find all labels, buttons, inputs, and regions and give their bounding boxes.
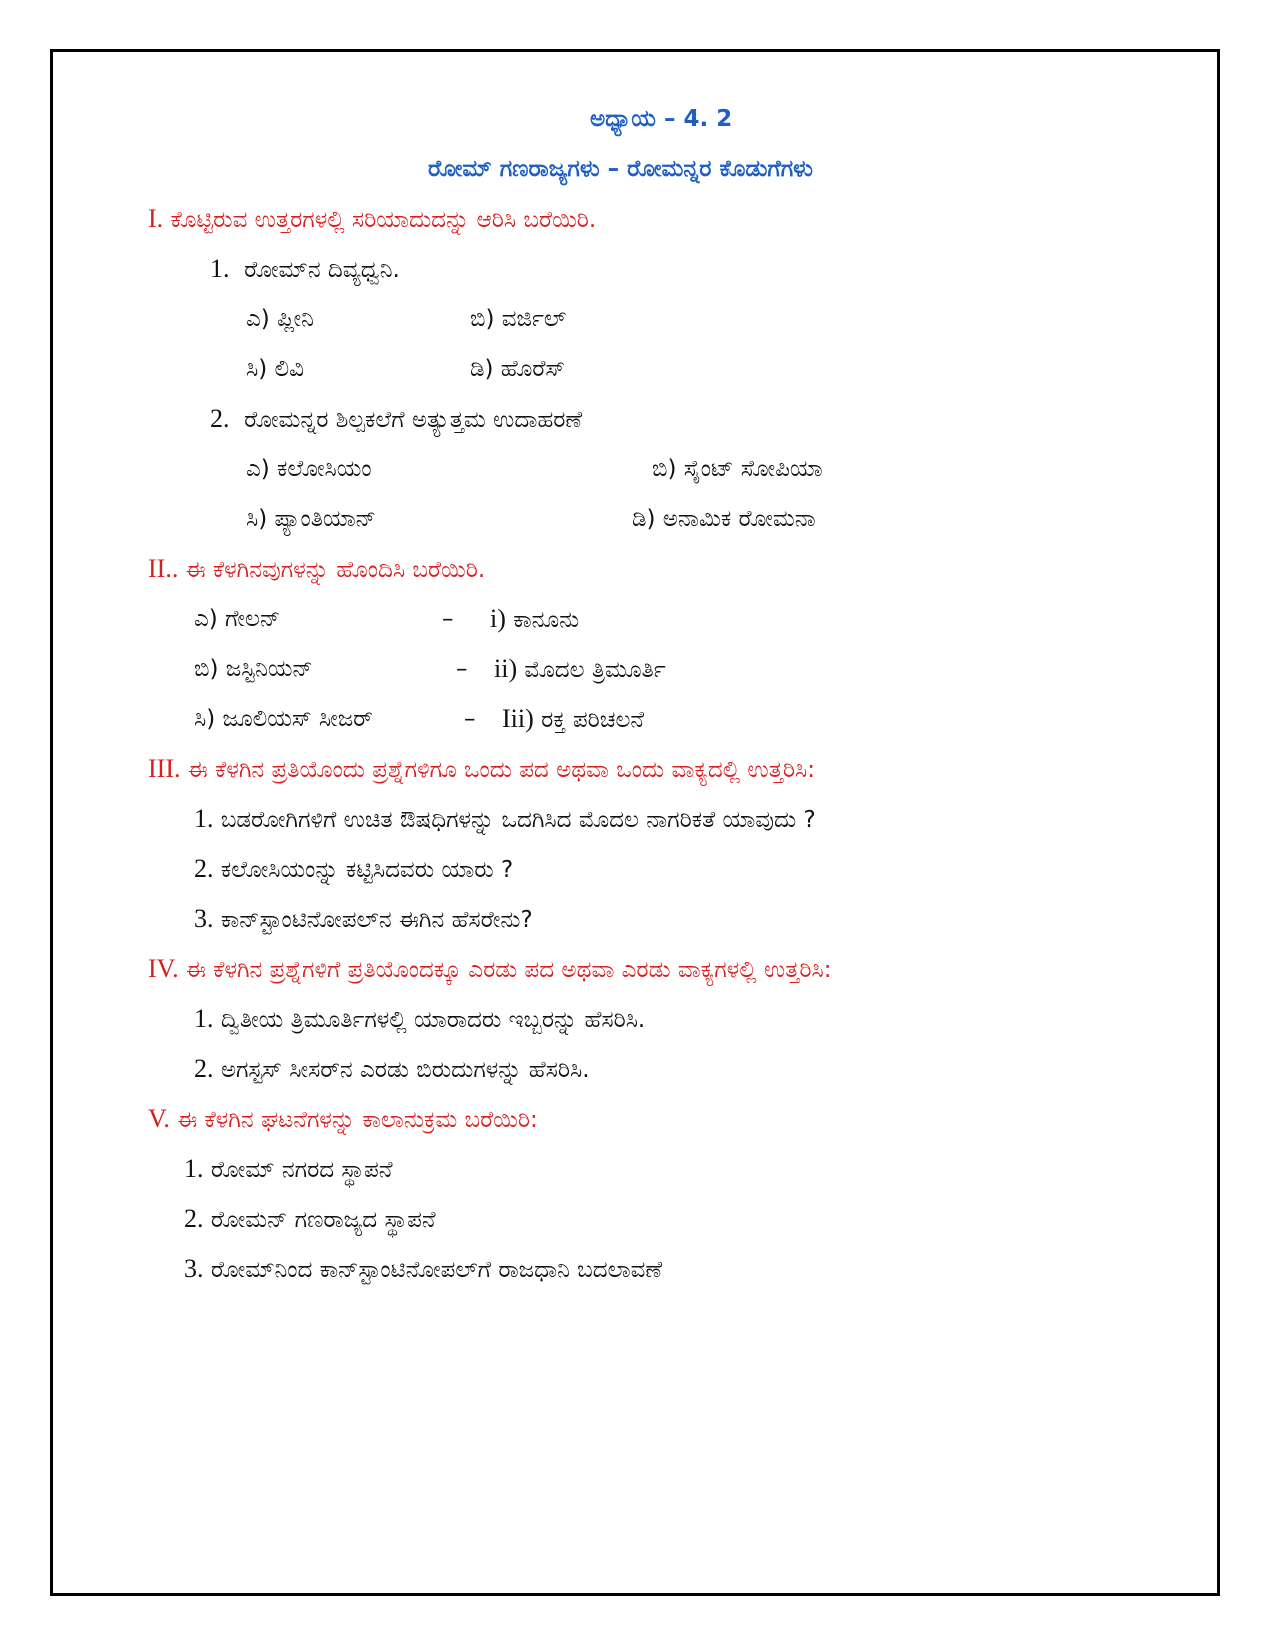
match-row: ಬಿ) ಜಸ್ಟಿನಿಯನ್ [194, 656, 313, 682]
question-2-option-c: ಸಿ) ಪ್ಯಾಂತಿಯಾನ್ [246, 506, 376, 532]
list-item: 2. ಕಲೋಸಿಯಂನ್ನು ಕಟ್ಟಿಸಿದವರು ಯಾರು ? [194, 854, 514, 883]
question-1-option-b: ಬಿ) ವರ್ಜಿಲ್ [470, 306, 567, 332]
match-row: ಎ) ಗೇಲನ್ [194, 606, 281, 632]
question-2-option-d: ಡಿ) ಅನಾಮಿಕ ರೋಮನಾ [632, 506, 816, 532]
chapter-title: ರೋಮ್ ಗಣರಾಜ್ಯಗಳು – ರೋಮನ್ನರ ಕೊಡುಗೆಗಳು [428, 156, 813, 182]
list-item: 2. ಅಗಸ್ಟಸ್ ಸೀಸರ್‌ನ ಎರಡು ಬಿರುದುಗಳನ್ನು ಹೆಸರಿಸಿ. [194, 1054, 590, 1083]
section-5-heading: V. ಈ ಕೆಳಗಿನ ಘಟನೆಗಳನ್ನು ಕಾಲಾನುಕ್ರಮ ಬರೆಯಿರಿ: [148, 1104, 538, 1133]
match-right: Iii) ರಕ್ತ ಪರಿಚಲನೆ [502, 704, 645, 733]
match-right: ii) ಮೊದಲ ತ್ರಿಮೂರ್ತಿ [494, 654, 666, 683]
match-dash: – [456, 656, 468, 682]
question-1-option-d: ಡಿ) ಹೊರೆಸ್ [470, 356, 566, 382]
list-item: 1. ಬಡರೋಗಿಗಳಿಗೆ ಉಚಿತ ಔಷಧಿಗಳನ್ನು ಒದಗಿಸಿದ ಮೊದಲ ನಾಗರಿಕತೆ ಯಾವುದು ? [194, 804, 816, 833]
section-2-heading: II.. ಈ ಕೆಳಗಿನವುಗಳನ್ನು ಹೊಂದಿಸಿ ಬರೆಯಿರಿ. [148, 554, 486, 583]
match-dash: – [442, 606, 454, 632]
section-1-heading: I. ಕೊಟ್ಟಿರುವ ಉತ್ತರಗಳಲ್ಲಿ ಸರಿಯಾದುದನ್ನು ಆರಿಸಿ ಬರೆಯಿರಿ. [148, 204, 597, 233]
question-1-option-a: ಎ) ಪ್ಲೀನಿ [246, 306, 314, 332]
question-2-option-b: ಬಿ) ಸೈಂಟ್ ಸೋಪಿಯಾ [652, 456, 823, 482]
section-3-heading: III. ಈ ಕೆಳಗಿನ ಪ್ರತಿಯೊಂದು ಪ್ರಶ್ನೆಗಳಿಗೂ ಒಂದು ಪದ ಅಥವಾ ಒಂದು ವಾಕ್ಯದಲ್ಲಿ ಉತ್ತರಿಸಿ: [148, 754, 815, 783]
list-item: 3. ಕಾನ್‌ಸ್ಟಾಂಟಿನೋಪಲ್‌ನ ಈಗಿನ ಹೆಸರೇನು? [194, 904, 533, 933]
match-row: ಸಿ) ಜೂಲಿಯಸ್ ಸೀಜರ್ [194, 706, 373, 732]
list-item: 3. ರೋಮ್‌ನಿಂದ ಕಾನ್‌ಸ್ಟಾಂಟಿನೋಪಲ್‌ಗೆ ರಾಜಧಾನಿ ಬದಲಾವಣೆ [184, 1254, 663, 1283]
list-item: 1. ದ್ವಿತೀಯ ತ್ರಿಮೂರ್ತಿಗಳಲ್ಲಿ ಯಾರಾದರು ಇಬ್ಬರನ್ನು ಹೆಸರಿಸಿ. [194, 1004, 646, 1033]
match-right: i) ಕಾನೂನು [490, 604, 580, 633]
question-2: 2. ರೋಮನ್ನರ ಶಿಲ್ಪಕಲೆಗೆ ಅತ್ಯುತ್ತಮ ಉದಾಹರಣೆ [210, 404, 583, 433]
section-4-heading: IV. ಈ ಕೆಳಗಿನ ಪ್ರಶ್ನೆಗಳಿಗೆ ಪ್ರತಿಯೊಂದಕ್ಕೂ ಎರಡು ಪದ ಅಥವಾ ಎರಡು ವಾಕ್ಯಗಳಲ್ಲಿ ಉತ್ತರಿಸಿ: [148, 954, 832, 983]
question-2-option-a: ಎ) ಕಲೋಸಿಯಂ [246, 456, 372, 482]
chapter-number: ಅಧ್ಯಾಯ – 4. 2 [590, 106, 733, 132]
list-item: 2. ರೋಮನ್ ಗಣರಾಜ್ಯದ ಸ್ಥಾಪನೆ [184, 1204, 436, 1233]
match-dash: – [464, 706, 476, 732]
question-1: 1. ರೋಮ್‌ನ ದಿವ್ಯಧ್ವನಿ. [210, 254, 400, 283]
list-item: 1. ರೋಮ್ ನಗರದ ಸ್ಥಾಪನೆ [184, 1154, 393, 1183]
question-1-option-c: ಸಿ) ಲಿವಿ [246, 356, 304, 382]
